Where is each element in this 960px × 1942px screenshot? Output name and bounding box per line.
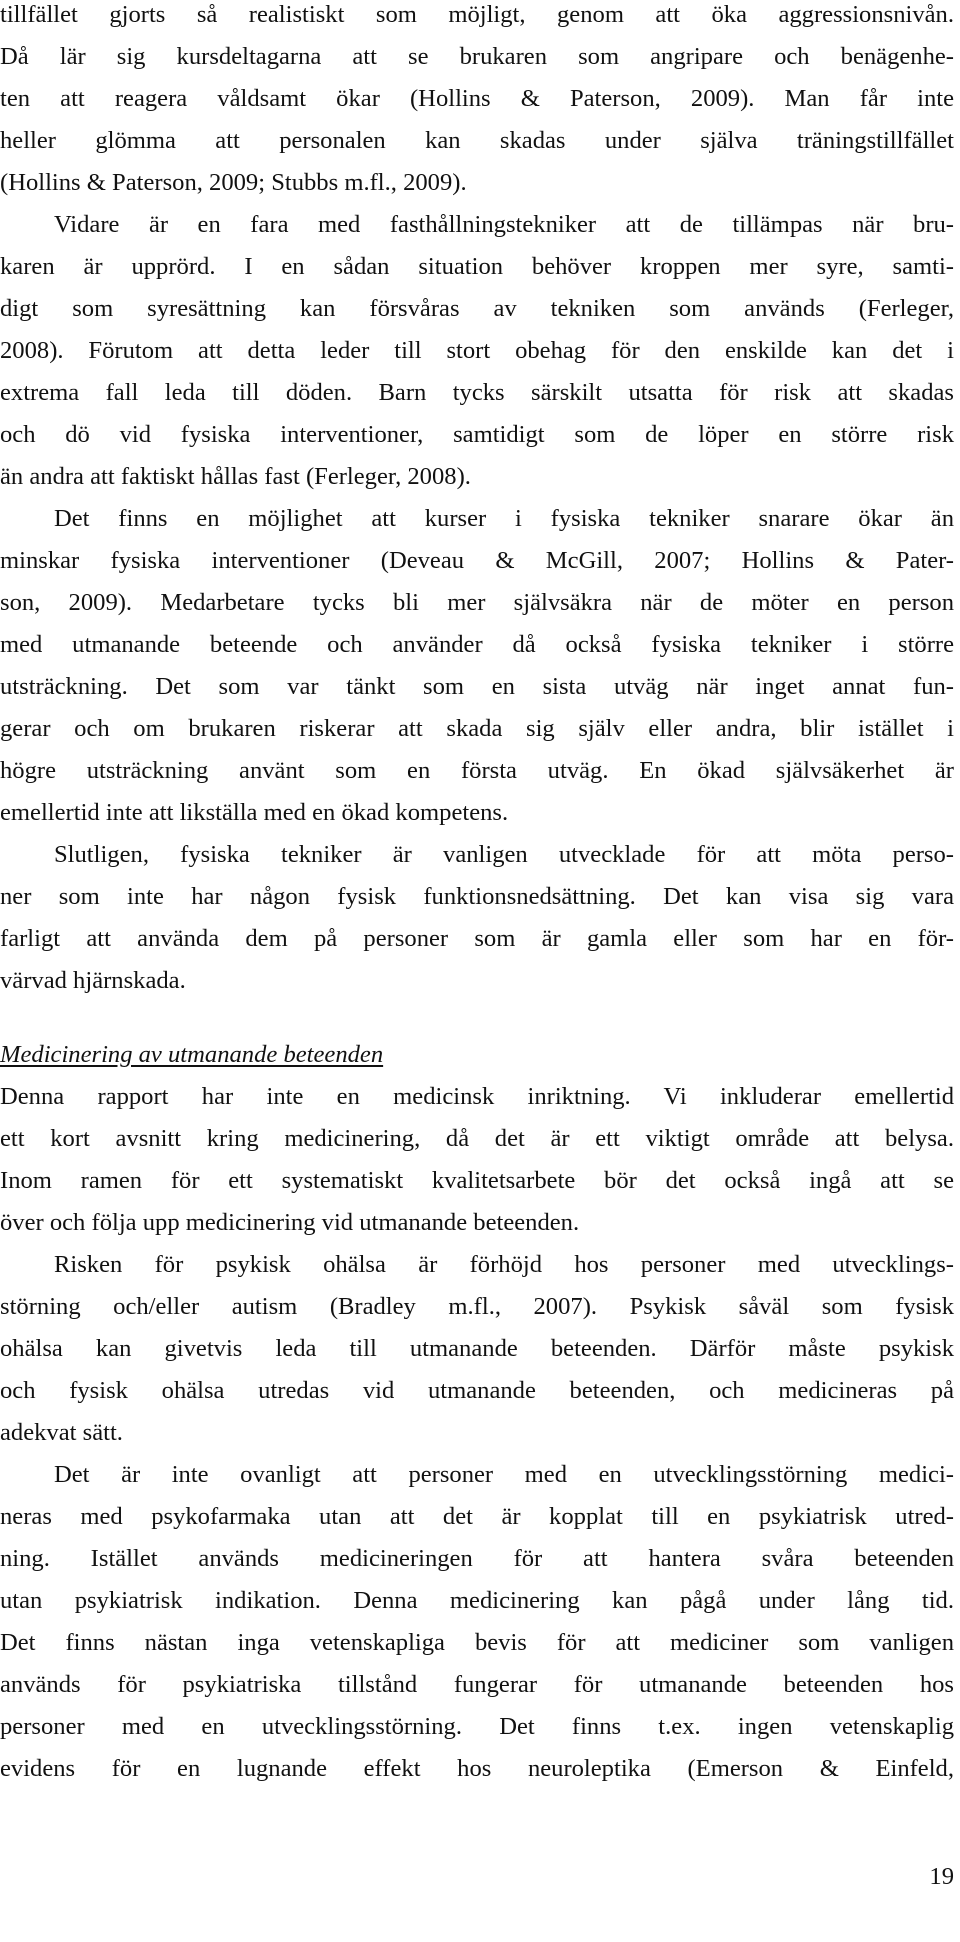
text-line: Det finns en möjlighet att kurser i fysiska tekniker snarare ökar än xyxy=(54,505,954,532)
text-line: ner som inte har någon fysisk funktionsnedsättning. Det kan visa sig vara xyxy=(0,883,954,910)
text-line: son, 2009). Medarbetare tycks bli mer självsäkra när de möter en person xyxy=(0,589,954,616)
text-line: över och följa upp medicinering vid utmanande beteenden. xyxy=(0,1209,580,1236)
text-line: Denna rapport har inte en medicinsk inriktning. Vi inkluderar emellertid xyxy=(0,1083,954,1110)
text-line: heller glömma att personalen kan skadas under själva träningstillfället xyxy=(0,127,954,154)
text-line: ett kort avsnitt kring medicinering, då det är ett viktigt område att belysa. xyxy=(0,1125,954,1152)
text-line: farligt att använda dem på personer som är gamla eller som har en för- xyxy=(0,925,954,952)
text-line: används för psykiatriska tillstånd fungerar för utmanande beteenden hos xyxy=(0,1671,954,1698)
text-line: Inom ramen för ett systematiskt kvalitetsarbete bör det också ingå att se xyxy=(0,1167,954,1194)
text-line: emellertid inte att likställa med en ökad kompetens. xyxy=(0,799,509,826)
text-line: adekvat sätt. xyxy=(0,1419,123,1446)
section-heading: Medicinering av utmanande beteenden xyxy=(0,1041,384,1068)
text-line: 2008). Förutom att detta leder till stort obehag för den enskilde kan det i xyxy=(0,337,954,364)
text-line: Då lär sig kursdeltagarna att se brukaren som angripare och benägenhe- xyxy=(0,43,954,70)
text-line: ten att reagera våldsamt ökar (Hollins & Paterson, 2009). Man får inte xyxy=(0,85,954,112)
text-line: Slutligen, fysiska tekniker är vanligen utvecklade för att möta perso- xyxy=(54,841,954,868)
text-line: Det finns nästan inga vetenskapliga bevis för att mediciner som vanligen xyxy=(0,1629,954,1656)
text-line: digt som syresättning kan försvåras av tekniken som används (Ferleger, xyxy=(0,295,954,322)
text-line: Det är inte ovanligt att personer med en utvecklingsstörning medici- xyxy=(54,1461,954,1488)
text-line: och fysisk ohälsa utredas vid utmanande beteenden, och medicineras på xyxy=(0,1377,954,1404)
text-line: personer med en utvecklingsstörning. Det finns t.ex. ingen vetenskaplig xyxy=(0,1713,954,1740)
text-line: karen är upprörd. I en sådan situation behöver kroppen mer syre, samti- xyxy=(0,253,954,280)
text-line: neras med psykofarmaka utan att det är kopplat till en psykiatrisk utred- xyxy=(0,1503,954,1530)
text-line: än andra att faktiskt hållas fast (Ferleger, 2008). xyxy=(0,463,471,490)
text-line: högre utsträckning använt som en första utväg. En ökad självsäkerhet är xyxy=(0,757,954,784)
text-line: tillfället gjorts så realistiskt som möjligt, genom att öka aggressionsnivån. xyxy=(0,1,954,28)
text-line: evidens för en lugnande effekt hos neuroleptika (Emerson & Einfeld, xyxy=(0,1755,954,1782)
text-line: ning. Istället används medicineringen för att hantera svåra beteenden xyxy=(0,1545,954,1572)
text-line: (Hollins & Paterson, 2009; Stubbs m.fl., 2009). xyxy=(0,169,467,196)
text-line: Risken för psykisk ohälsa är förhöjd hos personer med utvecklings- xyxy=(54,1251,954,1278)
text-line: extrema fall leda till döden. Barn tycks särskilt utsatta för risk att skadas xyxy=(0,379,954,406)
text-line: värvad hjärnskada. xyxy=(0,967,186,994)
text-line: störning och/eller autism (Bradley m.fl., 2007). Psykisk såväl som fysisk xyxy=(0,1293,954,1320)
text-line: med utmanande beteende och använder då också fysiska tekniker i större xyxy=(0,631,954,658)
text-line: minskar fysiska interventioner (Deveau & McGill, 2007; Hollins & Pater- xyxy=(0,547,954,574)
text-line: och dö vid fysiska interventioner, samtidigt som de löper en större risk xyxy=(0,421,954,448)
text-line: gerar och om brukaren riskerar att skada sig själv eller andra, blir istället i xyxy=(0,715,954,742)
text-line: utan psykiatrisk indikation. Denna medicinering kan pågå under lång tid. xyxy=(0,1587,954,1614)
page-number: 19 xyxy=(929,1863,954,1890)
text-line: Vidare är en fara med fasthållningstekniker att de tillämpas när bru- xyxy=(54,211,954,238)
text-line: ohälsa kan givetvis leda till utmanande beteenden. Därför måste psykisk xyxy=(0,1335,954,1362)
text-line: utsträckning. Det som var tänkt som en sista utväg när inget annat fun- xyxy=(0,673,954,700)
